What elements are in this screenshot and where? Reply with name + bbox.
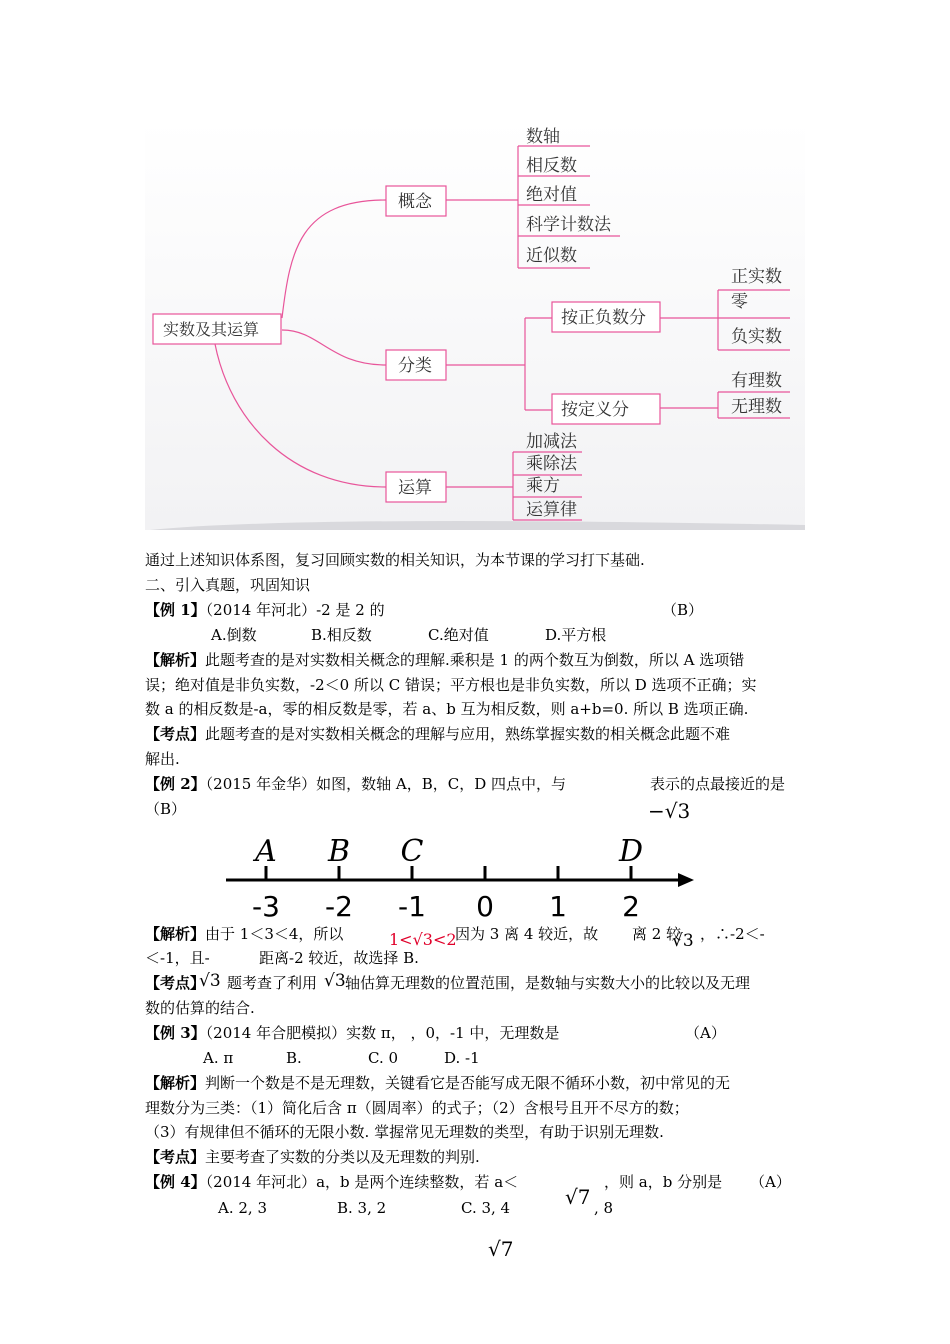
option: C. 3, 4	[461, 1199, 511, 1217]
analysis-tag: 【解析】	[145, 1074, 206, 1092]
point-tag: 【考点】	[145, 725, 206, 743]
sqrt3-formula: √3	[672, 931, 694, 951]
point-text: 轴估算无理数的位置范围，是数轴与实数大小的比较以及无理	[345, 974, 751, 992]
analysis-line: 理数分为三类：（1）简化后含 π（圆周率）的式子；（2）含根号且开不尽方的数；	[145, 1099, 689, 1117]
example-1-stem	[145, 598, 385, 622]
option: D. -1	[444, 1049, 480, 1067]
mindmap-root: 实数及其运算	[163, 320, 260, 339]
inequality-1-lt-sqrt3-lt-2: 1<√3<2	[389, 930, 457, 949]
branch-classify: 分类	[398, 356, 432, 376]
section-heading: 二、引入真题，巩固知识	[145, 576, 311, 594]
analysis-line	[145, 648, 744, 672]
analysis-line: （3）有规律但不循环的无限小数. 掌握常见无理数的类型，有助于识别无理数.	[145, 1123, 664, 1141]
option: A. 2, 3	[218, 1199, 267, 1217]
concept-item: 科学计数法	[526, 215, 611, 235]
analysis-tag: 【解析】	[145, 651, 206, 669]
neg-sqrt3-formula: −√3	[648, 799, 691, 823]
analysis-line: 数 a 的相反数是-a，零的相反数是零，若 a、b 互为相反数，则 a+b=0. 所以 B 选项正确.	[145, 700, 749, 718]
point-text: 数的估算的结合.	[145, 999, 255, 1017]
sign-item: 负实数	[731, 327, 782, 347]
number-line-tick-label: -1	[398, 890, 426, 923]
sqrt7-formula: √7	[488, 1237, 514, 1261]
number-line-point-label: D	[618, 834, 644, 869]
number-line-point-label: A	[255, 834, 277, 869]
option: B.相反数	[311, 626, 372, 644]
branch-operation: 运算	[398, 478, 432, 498]
concept-item: 相反数	[526, 156, 577, 176]
analysis-text: 距离-2 较近，故选择 B.	[259, 949, 419, 967]
number-line-point-label: B	[327, 834, 351, 869]
number-line-tick-label: 2	[622, 890, 640, 923]
concept-item: 数轴	[526, 127, 560, 147]
number-line-tick-label: 0	[476, 890, 494, 923]
number-line-tick-label: 1	[549, 890, 567, 923]
analysis-text: 判断一个数是不是无理数，关键看它是否能写成无限不循环小数，初中常见的无	[205, 1074, 731, 1092]
operation-item: 运算律	[526, 500, 577, 520]
option: A. π	[203, 1049, 234, 1067]
number-line-tick-label: -3	[252, 890, 280, 923]
sign-item: 零	[731, 292, 748, 312]
option: D.平方根	[545, 626, 607, 644]
definition-item: 无理数	[731, 397, 782, 417]
point-tag: 【考点】	[145, 974, 206, 992]
option: B.	[286, 1049, 302, 1067]
example-2-stem-tail: 表示的点最接近的是	[650, 775, 786, 793]
example-stem: （2014 年河北）a，b 是两个连续整数，若 a＜	[205, 1173, 519, 1191]
example-stem: （2014 年合肥模拟）实数 π， ，0，-1 中，无理数是	[205, 1024, 560, 1042]
analysis-text: 由于 1＜3＜4，所以	[205, 925, 344, 943]
definition-item: 有理数	[731, 371, 782, 391]
point-text: 此题考查的是对实数相关概念的理解与应用，熟练掌握实数的相关概念此题不难	[205, 725, 731, 743]
example-2-stem	[145, 772, 566, 796]
sign-item: 正实数	[731, 267, 782, 287]
example-3-stem	[145, 1021, 559, 1045]
classify-by-sign: 按正负数分	[561, 308, 646, 328]
sqrt3-formula: √3	[199, 971, 221, 991]
analysis-line	[145, 922, 343, 946]
arrow-head-icon	[678, 873, 694, 887]
concept-item: 近似数	[526, 246, 577, 266]
point-line	[145, 1145, 480, 1169]
point-line: 解出.	[145, 750, 180, 768]
example-tag: 【例 1】	[145, 601, 206, 619]
operation-item: 加减法	[526, 432, 577, 452]
example-1-answer: （B）	[662, 601, 704, 619]
example-4-stem-tail: ，则 a，b 分别是	[604, 1173, 723, 1191]
number-line-tick-label: -2	[325, 890, 353, 923]
analysis-text: 此题考查的是对实数相关概念的理解.乘积是 1 的两个数互为倒数，所以 A 选项错	[205, 651, 745, 669]
intro-paragraph: 通过上述知识体系图，复习回顾实数的相关知识，为本节课的学习打下基础.	[145, 551, 645, 569]
example-stem: （2014 年河北）-2 是 2 的	[205, 601, 385, 619]
concept-item: 绝对值	[526, 185, 577, 205]
sqrt3-formula: √3	[324, 971, 346, 991]
knowledge-mindmap	[0, 0, 950, 540]
operation-item: 乘方	[526, 476, 560, 496]
example-tag: 【例 2】	[145, 775, 206, 793]
classify-by-definition: 按定义分	[561, 400, 629, 420]
point-line	[145, 971, 205, 995]
analysis-text: ＜-1，且-	[145, 949, 210, 967]
example-tag: 【例 3】	[145, 1024, 206, 1042]
analysis-line: 误；绝对值是非负实数，-2＜0 所以 C 错误；平方根也是非负实数，所以 D 选项不正确；实	[145, 676, 757, 694]
point-line	[145, 722, 730, 746]
option: , 8	[594, 1199, 614, 1217]
point-text: 主要考查了实数的分类以及无理数的判别.	[205, 1148, 480, 1166]
example-3-answer: （A）	[685, 1024, 726, 1042]
example-stem: （2015 年金华）如图，数轴 A，B，C，D 四点中，与	[205, 775, 567, 793]
analysis-text: 离 2 较	[632, 925, 682, 943]
option: C.绝对值	[428, 626, 489, 644]
point-tag: 【考点】	[145, 1148, 206, 1166]
example-tag: 【例 4】	[145, 1173, 206, 1191]
point-text: 题考查了利用	[227, 974, 318, 992]
option: C. 0	[368, 1049, 399, 1067]
option: A.倒数	[211, 626, 257, 644]
analysis-text: ，∴-2＜-	[700, 925, 765, 943]
example-4-stem	[145, 1170, 518, 1194]
number-line-point-label: C	[400, 834, 424, 869]
example-4-answer: （A）	[750, 1173, 791, 1191]
example-2-answer: （B）	[145, 800, 187, 818]
analysis-line	[145, 1071, 730, 1095]
analysis-tag: 【解析】	[145, 925, 206, 943]
branch-concept: 概念	[398, 192, 432, 212]
sqrt7-formula: √7	[565, 1185, 591, 1209]
operation-item: 乘除法	[526, 454, 577, 474]
option: B. 3, 2	[337, 1199, 387, 1217]
analysis-text: 因为 3 离 4 较近，故	[455, 925, 599, 943]
